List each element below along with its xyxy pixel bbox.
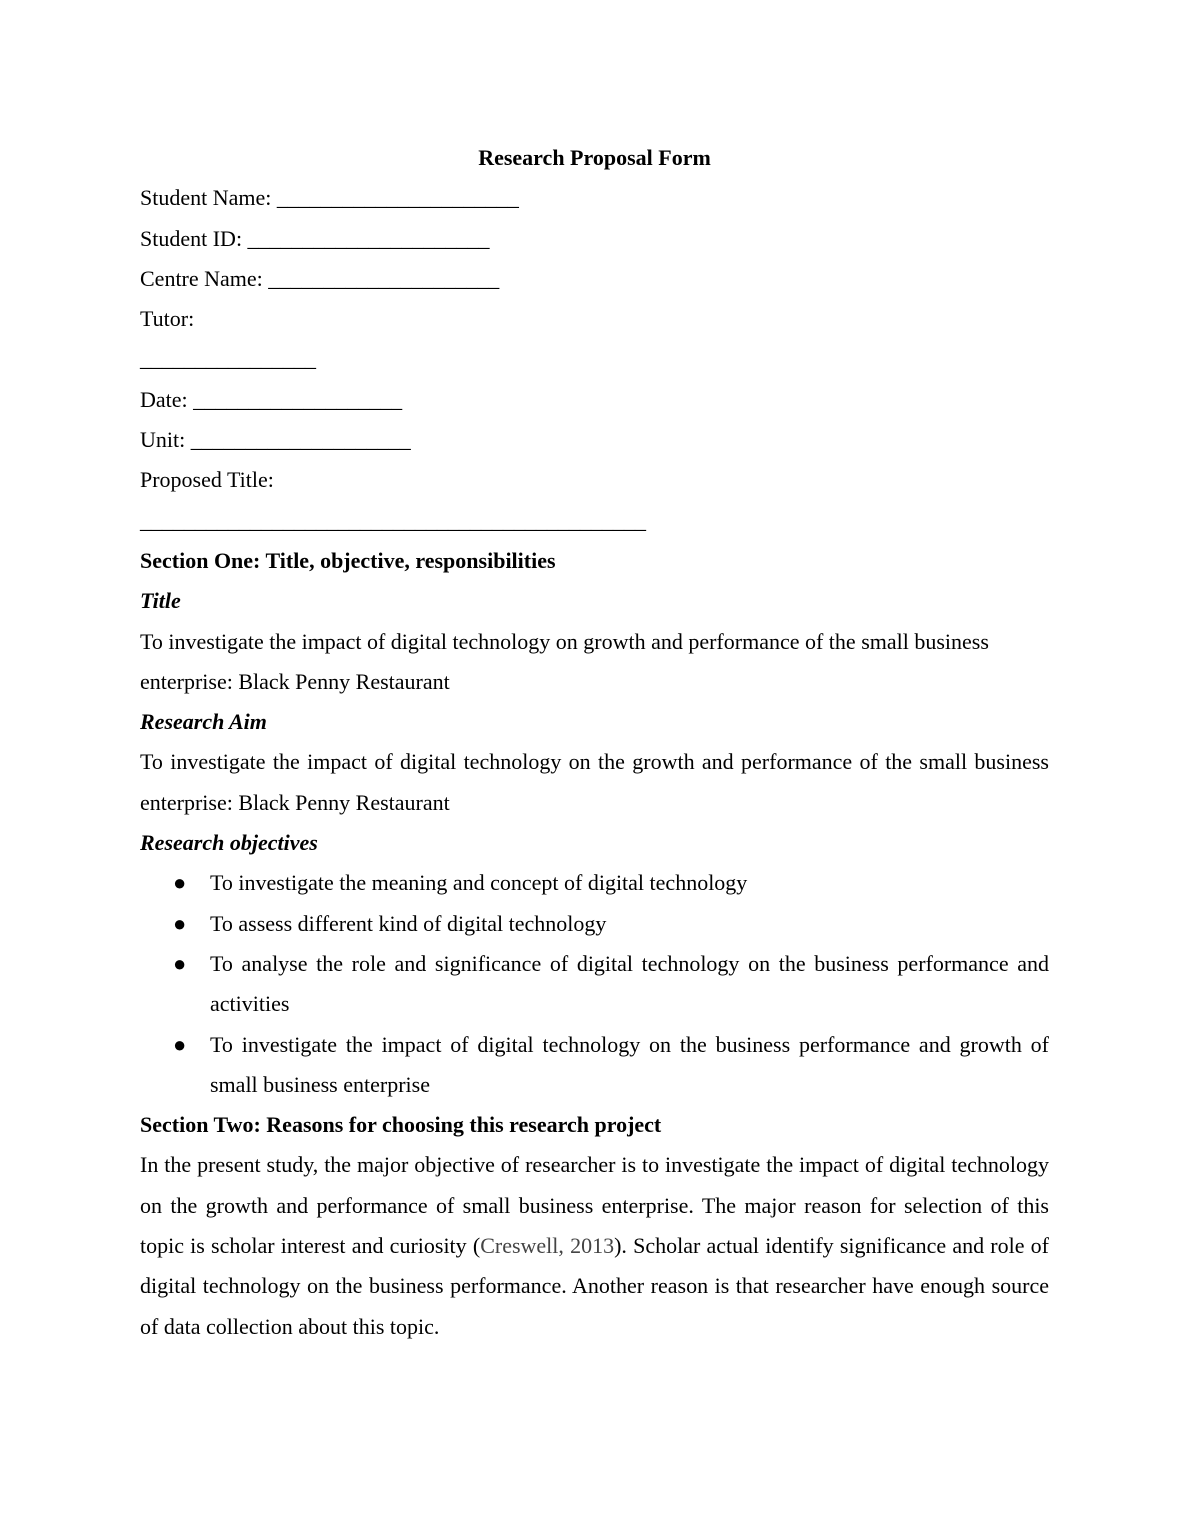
objectives-list [140,863,1049,1105]
student-name-field: Student Name: ______________________ [140,185,519,211]
list-item [173,944,1049,1025]
section-one-heading: Section One: Title, objective, responsibilities [140,547,556,573]
student-id-field: Student ID: ______________________ [140,225,490,251]
unit-field: Unit: ____________________ [140,427,411,453]
paragraph-text-end: ). Scholar actual identify significance and role of digital technology on the business performance. Another reason is that researcher have enough source of data collection about this topic. [140,1233,1049,1339]
section-two-paragraph [140,1145,1049,1346]
title-text: To investigate the impact of digital technology on growth and performance of the small business enterprise: Black Penny Restaurant [140,628,989,694]
citation: Creswell, 2013 [480,1233,615,1259]
objective-text: To analyse the role and significance of digital technology on the business performance and activities [210,950,1049,1017]
date-field: Date: ___________________ [140,386,403,412]
bullet-icon: ● [173,910,187,936]
proposed-title-blank-line: ______________________________________________ [140,507,646,533]
research-aim-text: To investigate the impact of digital technology on the growth and performance of the small business enterprise: Black Penny Restaurant [140,749,1049,815]
proposed-title-label: Proposed Title: [140,467,274,493]
bullet-icon: ● [173,870,187,896]
list-item [173,1025,1049,1106]
title-subheading: Title [140,588,181,614]
tutor-label: Tutor: [140,306,195,332]
tutor-blank-line: ________________ [140,346,316,372]
research-aim-subheading: Research Aim [140,709,267,735]
bullet-icon: ● [173,1031,187,1057]
objective-text: To investigate the impact of digital technology on the business performance and growth of small business enterprise [210,1031,1049,1097]
research-objectives-subheading: Research objectives [140,830,318,856]
paragraph-text-start: In the present study, the major objective of researcher is to investigate the impact of digital technology on the growth and performance of small business enterprise. The major reason for selection of this topic is scholar interest and curiosity ( [140,1152,1049,1259]
form-title: Research Proposal Form [478,145,711,170]
centre-name-field: Centre Name: _____________________ [140,265,500,291]
list-item [173,904,1049,944]
objective-text: To assess different kind of digital technology [210,910,607,936]
bullet-icon: ● [173,950,187,976]
section-two-heading: Section Two: Reasons for choosing this research project [140,1112,662,1138]
objective-text: To investigate the meaning and concept of digital technology [210,870,748,896]
document-page [140,138,1049,1347]
list-item [173,863,1049,903]
